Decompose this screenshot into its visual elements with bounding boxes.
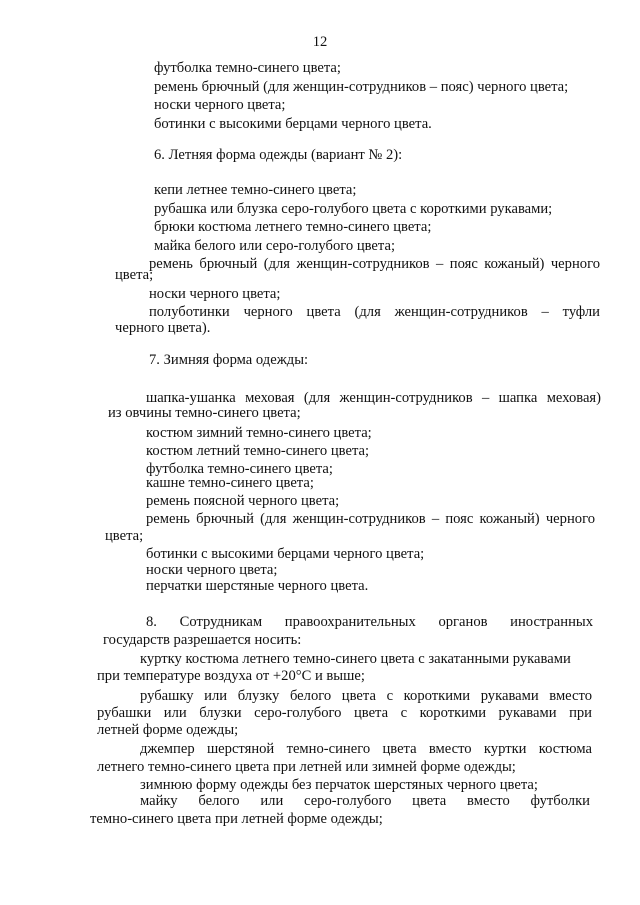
list-item: ботинки с высокими берцами черного цвета. bbox=[154, 116, 432, 132]
list-item: брюки костюма летнего темно-синего цвета; bbox=[154, 219, 432, 235]
paragraph-line: рубашку или блузку белого цвета с короткими рукавами вместо bbox=[140, 688, 592, 704]
list-item: цвета; bbox=[115, 267, 154, 283]
list-item: ботинки с высокими берцами черного цвета; bbox=[146, 546, 425, 562]
list-item: черного цвета). bbox=[115, 320, 211, 336]
list-item: цвета; bbox=[105, 528, 144, 544]
paragraph-line: темно-синего цвета при летней форме одежды; bbox=[90, 811, 383, 827]
list-item: носки черного цвета; bbox=[146, 562, 278, 578]
list-item: ремень брючный (для женщин-сотрудников – пояс кожаный) черного bbox=[146, 511, 595, 527]
list-item: ремень поясной черного цвета; bbox=[146, 493, 340, 509]
list-item: шапка-ушанка меховая (для женщин-сотрудников – шапка меховая) bbox=[146, 390, 601, 406]
list-item: ремень брючный (для женщин-сотрудников – пояс кожаный) черного bbox=[149, 256, 600, 272]
section-heading: 6. Летняя форма одежды (вариант № 2): bbox=[154, 147, 403, 163]
section-heading: 7. Зимняя форма одежды: bbox=[149, 352, 309, 368]
paragraph-line: летней форме одежды; bbox=[97, 722, 239, 738]
list-item: футболка темно-синего цвета; bbox=[154, 60, 341, 76]
list-item: перчатки шерстяные черного цвета. bbox=[146, 578, 369, 594]
paragraph-line: 8. Сотрудникам правоохранительных органов иностранных bbox=[146, 614, 593, 630]
paragraph-line: майку белого или серо-голубого цвета вместо футболки bbox=[140, 793, 590, 809]
list-item: кепи летнее темно-синего цвета; bbox=[154, 182, 357, 198]
list-item: из овчины темно-синего цвета; bbox=[108, 405, 301, 421]
paragraph-line: государств разрешается носить: bbox=[103, 632, 302, 648]
paragraph-line: куртку костюма летнего темно-синего цвета с закатанными рукавами bbox=[140, 651, 571, 667]
list-item: майка белого или серо-голубого цвета; bbox=[154, 238, 395, 254]
list-item: футболка темно-синего цвета; bbox=[146, 461, 333, 477]
paragraph-line: зимнюю форму одежды без перчаток шерстяных черного цвета; bbox=[140, 777, 538, 793]
paragraph-line: рубашки или блузки серо-голубого цвета с короткими рукавами при bbox=[97, 705, 592, 721]
list-item: полуботинки черного цвета (для женщин-сотрудников – туфли bbox=[149, 304, 600, 320]
page-number: 12 bbox=[312, 34, 328, 50]
list-item: ремень брючный (для женщин-сотрудников – пояс) черного цвета; bbox=[154, 79, 569, 95]
paragraph-line: джемпер шерстяной темно-синего цвета вместо куртки костюма bbox=[140, 741, 592, 757]
list-item: кашне темно-синего цвета; bbox=[146, 475, 314, 491]
list-item: костюм летний темно-синего цвета; bbox=[146, 443, 370, 459]
paragraph-line: при температуре воздуха от +20°С и выше; bbox=[97, 668, 365, 684]
list-item: костюм зимний темно-синего цвета; bbox=[146, 425, 372, 441]
paragraph-line: летнего темно-синего цвета при летней или зимней форме одежды; bbox=[97, 759, 516, 775]
list-item: носки черного цвета; bbox=[149, 286, 281, 302]
list-item: рубашка или блузка серо-голубого цвета с короткими рукавами; bbox=[154, 201, 553, 217]
list-item: носки черного цвета; bbox=[154, 97, 286, 113]
